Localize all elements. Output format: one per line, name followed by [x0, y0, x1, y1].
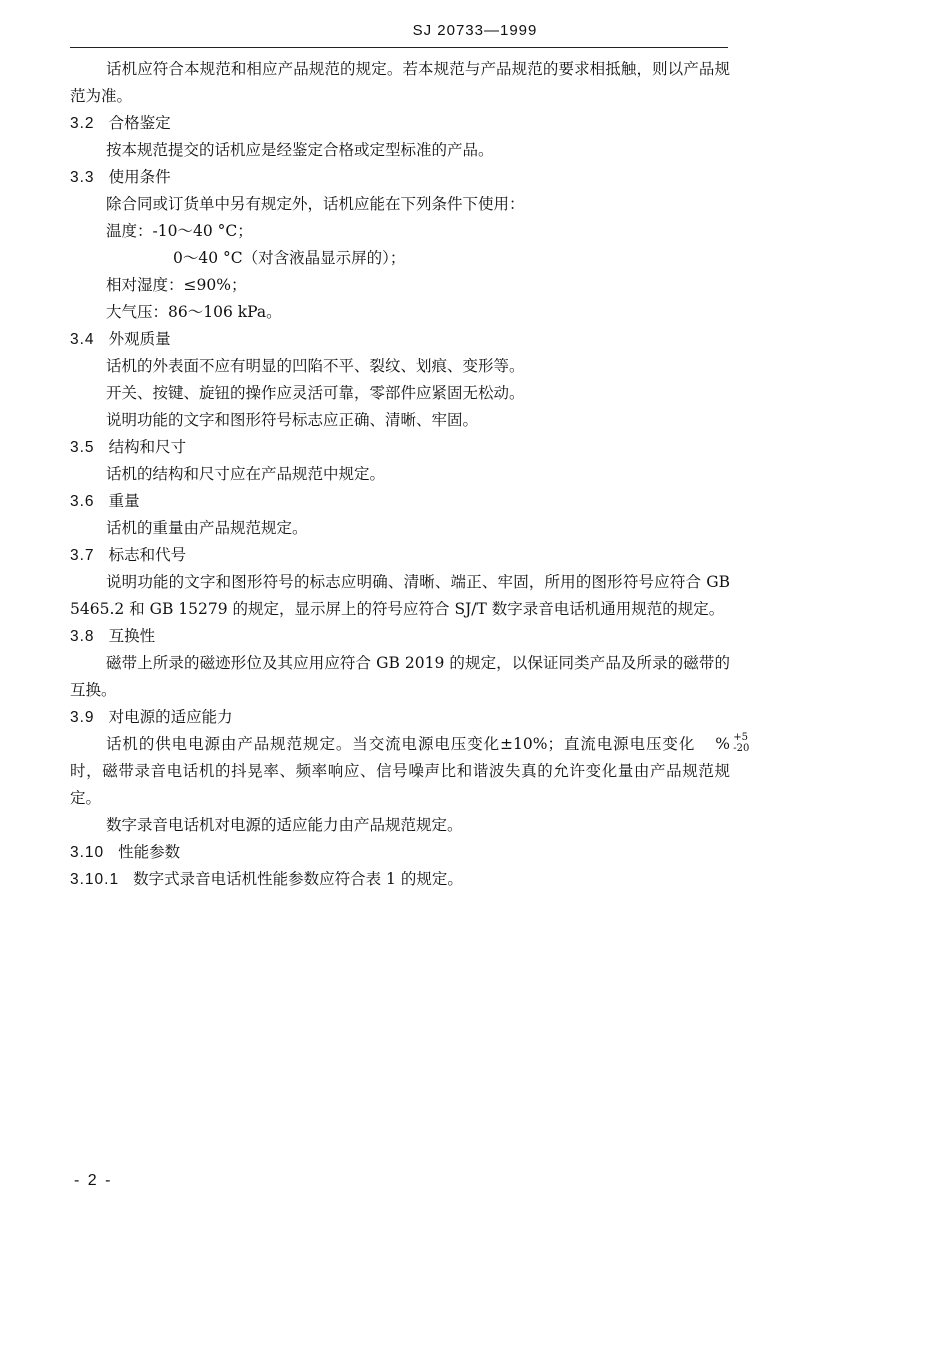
section-3-2-text: 按本规范提交的话机应是经鉴定合格或定型标准的产品。	[106, 141, 494, 159]
document-id: SJ 20733—1999	[412, 22, 538, 39]
section-3-4-line1: 话机的外表面不应有明显的凹陷不平、裂纹、划痕、变形等。	[106, 357, 525, 375]
humidity-line: 相对湿度：≤90%；	[106, 276, 247, 294]
pressure-line: 大气压：86～106 kPa。	[106, 303, 282, 321]
section-3-3-text: 除合同或订货单中另有规定外，话机应能在下列条件下使用：	[106, 195, 525, 213]
section-3-7-heading: 3.7 标志和代号	[70, 546, 187, 564]
header-rule	[70, 47, 728, 48]
section-3-5-text: 话机的结构和尺寸应在产品规范中规定。	[106, 465, 386, 483]
section-3-9-heading: 3.9 对电源的适应能力	[70, 708, 233, 726]
section-3-9-text2: 数字录音电话机对电源的适应能力由产品规范规定。	[106, 816, 463, 834]
section-3-8-text: 磁带上所录的磁迹形位及其应用应符合 GB 2019 的规定，以保证同类产品及所录的磁带的互换。	[70, 654, 730, 699]
section-3-10-1: 3.10.1 数字式录音电话机性能参数应符合表 1 的规定。	[70, 870, 463, 888]
temperature-line: 温度：-10～40 °C；	[106, 222, 253, 240]
intro-paragraph: 话机应符合本规范和相应产品规范的规定。若本规范与产品规范的要求相抵触，则以产品规范为准。	[70, 60, 730, 105]
section-3-10-heading: 3.10 性能参数	[70, 843, 181, 861]
page-number: - 2 -	[74, 1172, 113, 1189]
section-3-4-heading: 3.4 外观质量	[70, 330, 171, 348]
section-3-2-heading: 3.2 合格鉴定	[70, 114, 171, 132]
document-body	[70, 56, 750, 893]
section-3-4-line3: 说明功能的文字和图形符号标志应正确、清晰、牢固。	[106, 411, 479, 429]
section-3-6-heading: 3.6 重量	[70, 492, 140, 510]
section-3-8-heading: 3.8 互换性	[70, 627, 156, 645]
voltage-tolerance: +5 -20	[733, 732, 750, 754]
section-3-9-text: 话机的供电电源由产品规范规定。当交流电源电压变化±10%；直流电源电压变化 +5 -20 %时，磁带录音电话机的抖晃率、频率响应、信号噪声比和谐波失真的允许变化量由产品规范规定。	[70, 732, 750, 807]
section-3-4-line2: 开关、按键、旋钮的操作应灵活可靠，零部件应紧固无松动。	[106, 384, 525, 402]
section-3-3-heading: 3.3 使用条件	[70, 168, 171, 186]
temperature-lcd-line: 0～40 °C（对含液晶显示屏的）；	[173, 249, 406, 267]
section-3-7-text: 说明功能的文字和图形符号的标志应明确、清晰、端正、牢固，所用的图形符号应符合 GB 5465.2 和 GB 15279 的规定，显示屏上的符号应符合 SJ/T 数字录音电话机通用规范的规定。	[70, 573, 730, 618]
section-3-5-heading: 3.5 结构和尺寸	[70, 438, 187, 456]
section-3-6-text: 话机的重量由产品规范规定。	[106, 519, 308, 537]
